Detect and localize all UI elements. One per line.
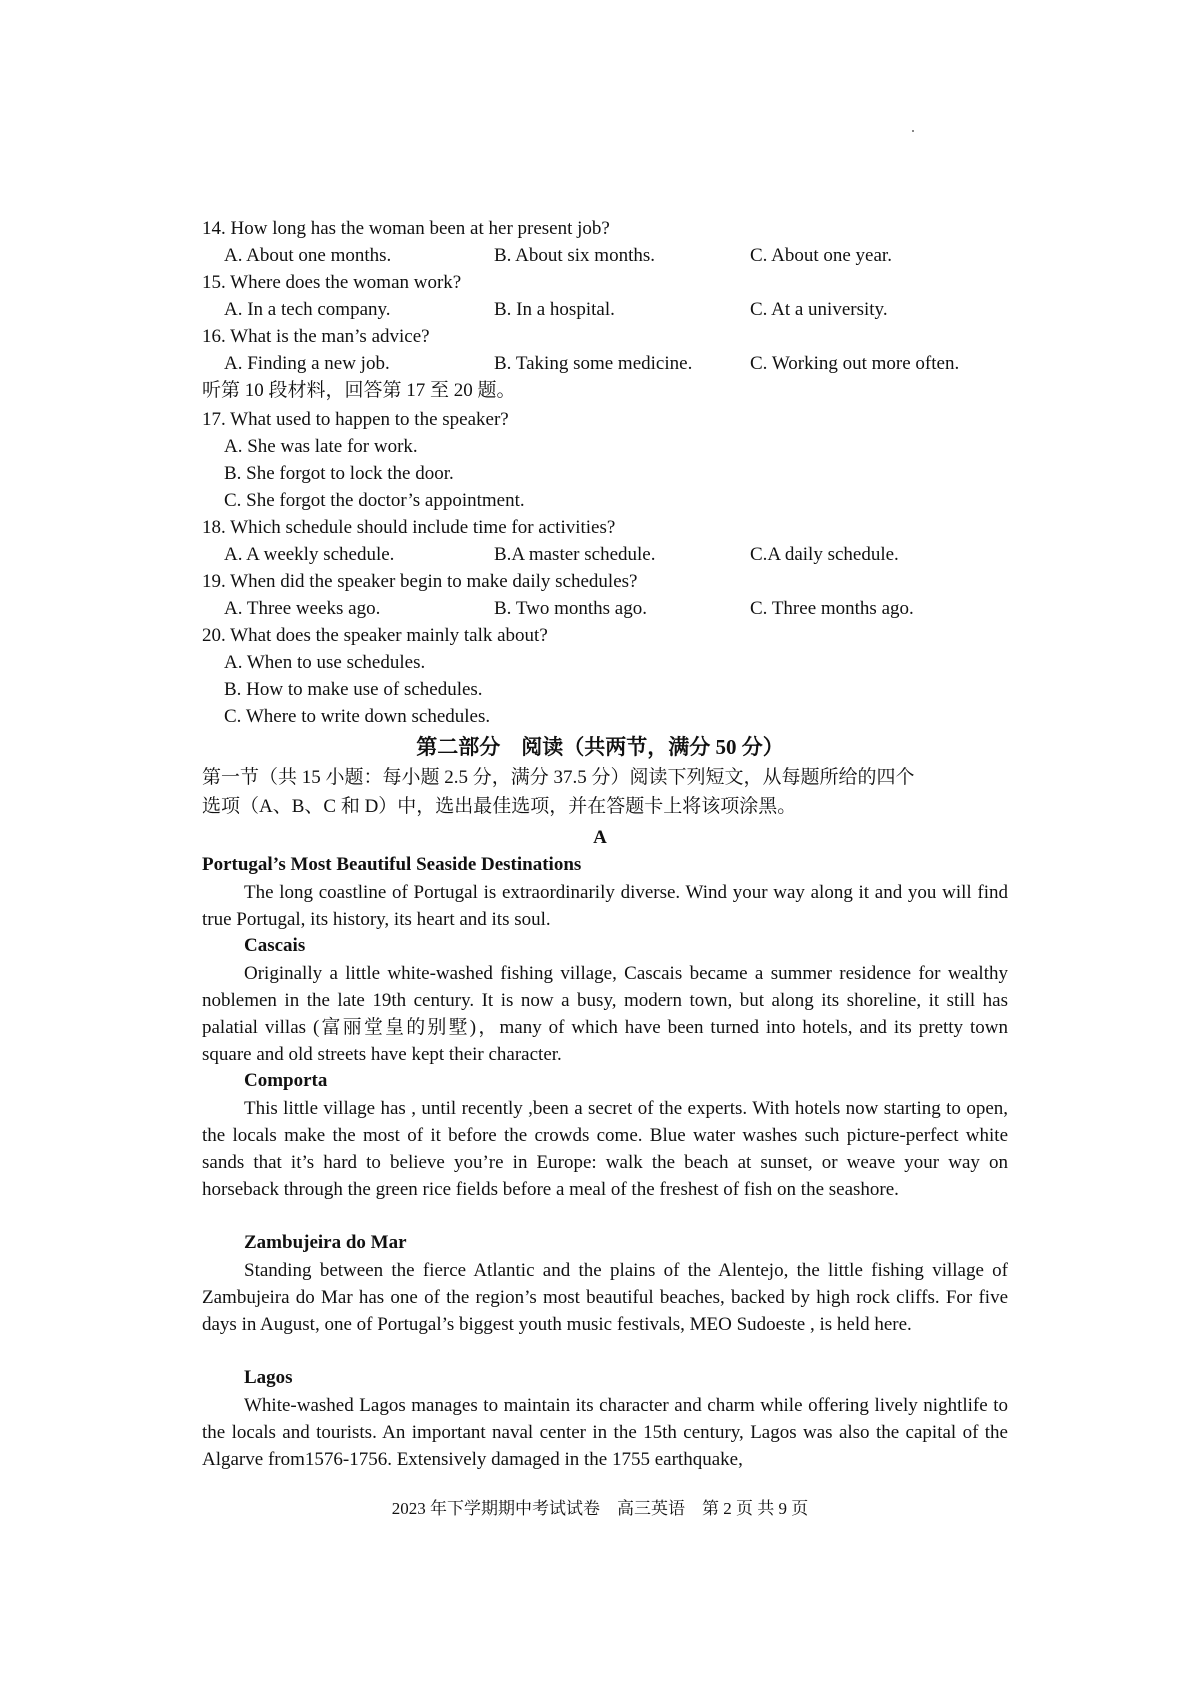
lagos-heading: Lagos bbox=[244, 1367, 293, 1388]
question-20-stem: 20. What does the speaker mainly talk about? bbox=[202, 625, 548, 646]
passage-letter: A bbox=[593, 827, 607, 848]
question-14-stem: 14. How long has the woman been at her present job? bbox=[202, 218, 610, 239]
question-15-option-a: A. In a tech company. bbox=[224, 299, 391, 320]
question-16-option-c: C. Working out more often. bbox=[750, 353, 960, 374]
question-18-stem: 18. Which schedule should include time for activities? bbox=[202, 517, 616, 538]
question-17-option-b: B. She forgot to lock the door. bbox=[224, 463, 454, 484]
question-17-option-a: A. She was late for work. bbox=[224, 436, 418, 457]
question-19-option-b: B. Two months ago. bbox=[494, 598, 647, 619]
question-16-stem: 16. What is the man’s advice? bbox=[202, 326, 430, 347]
question-20-option-b: B. How to make use of schedules. bbox=[224, 679, 483, 700]
question-19-option-c: C. Three months ago. bbox=[750, 598, 914, 619]
question-19-option-a: A. Three weeks ago. bbox=[224, 598, 381, 619]
scan-speck bbox=[912, 130, 914, 132]
passage-intro: The long coastline of Portugal is extraordinarily diverse. Wind your way along it and you will find true Portugal, its history, its heart and its soul. bbox=[202, 882, 1008, 930]
cascais-heading: Cascais bbox=[244, 935, 306, 956]
cascais-paragraph: Originally a little white-washed fishing village, Cascais became a summer residence for wealthy noblemen in the late 19th century. It is now a busy, modern town, but along its shoreline, it still has palatial villas (富丽堂皇的别墅)，many of which have been turned into hotels, and its pretty town square and old streets have kept their character. bbox=[202, 963, 1008, 1065]
question-14-option-c: C. About one year. bbox=[750, 245, 892, 266]
question-17-option-c: C. She forgot the doctor’s appointment. bbox=[224, 490, 525, 511]
question-14-option-a: A. About one months. bbox=[224, 245, 392, 266]
question-14-option-b: B. About six months. bbox=[494, 245, 655, 266]
question-18-option-c: C.A daily schedule. bbox=[750, 544, 899, 565]
zambujeira-paragraph: Standing between the fierce Atlantic and the plains of the Alentejo, the little fishing village of Zambujeira do Mar has one of the region’s most beautiful beaches, backed by high rock cliffs. For five days in August, one of Portugal’s biggest youth music festivals, MEO Sudoeste , is held here. bbox=[202, 1260, 1008, 1335]
part-2-instruction-line-2: 选项（A、B、C 和 D）中，选出最佳选项，并在答题卡上将该项涂黑。 bbox=[202, 796, 797, 817]
page-footer: 2023 年下学期期中考试试卷 高三英语 第 2 页 共 9 页 bbox=[391, 1499, 809, 1518]
question-20-option-a: A. When to use schedules. bbox=[224, 652, 426, 673]
question-18-option-a: A. A weekly schedule. bbox=[224, 544, 395, 565]
question-16-option-a: A. Finding a new job. bbox=[224, 353, 390, 374]
part-2-title: 第二部分 阅读（共两节，满分 50 分） bbox=[416, 735, 784, 759]
question-17-stem: 17. What used to happen to the speaker? bbox=[202, 409, 509, 430]
passage-title: Portugal’s Most Beautiful Seaside Destinations bbox=[202, 854, 582, 875]
question-18-option-b: B.A master schedule. bbox=[494, 544, 656, 565]
lagos-paragraph: White-washed Lagos manages to maintain its character and charm while offering lively nightlife to the locals and tourists. An important naval center in the 15th century, Lagos was also the capital of the Algarve from1576-1756. Extensively damaged in the 1755 earthquake, bbox=[202, 1395, 1008, 1470]
comporta-heading: Comporta bbox=[244, 1070, 328, 1091]
question-15-option-c: C. At a university. bbox=[750, 299, 888, 320]
question-19-stem: 19. When did the speaker begin to make daily schedules? bbox=[202, 571, 638, 592]
question-15-stem: 15. Where does the woman work? bbox=[202, 272, 462, 293]
zambujeira-heading: Zambujeira do Mar bbox=[244, 1232, 407, 1253]
part-2-instruction-line-1: 第一节（共 15 小题：每小题 2.5 分，满分 37.5 分）阅读下列短文，从每题所给的四个 bbox=[202, 767, 915, 788]
question-16-option-b: B. Taking some medicine. bbox=[494, 353, 693, 374]
listening-instruction: 听第 10 段材料，回答第 17 至 20 题。 bbox=[202, 380, 516, 401]
comporta-paragraph: This little village has , until recently ,been a secret of the experts. With hotels now starting to open, the locals make the most of it before the crowds come. Blue water washes such picture-perfect white sands that it’s hard to believe you’re in Europe: walk the beach at sunset, or weave your way on horseback through the green rice fields before a meal of the freshest of fish on the seashore. bbox=[202, 1098, 1008, 1200]
question-20-option-c: C. Where to write down schedules. bbox=[224, 706, 491, 727]
question-15-option-b: B. In a hospital. bbox=[494, 299, 615, 320]
